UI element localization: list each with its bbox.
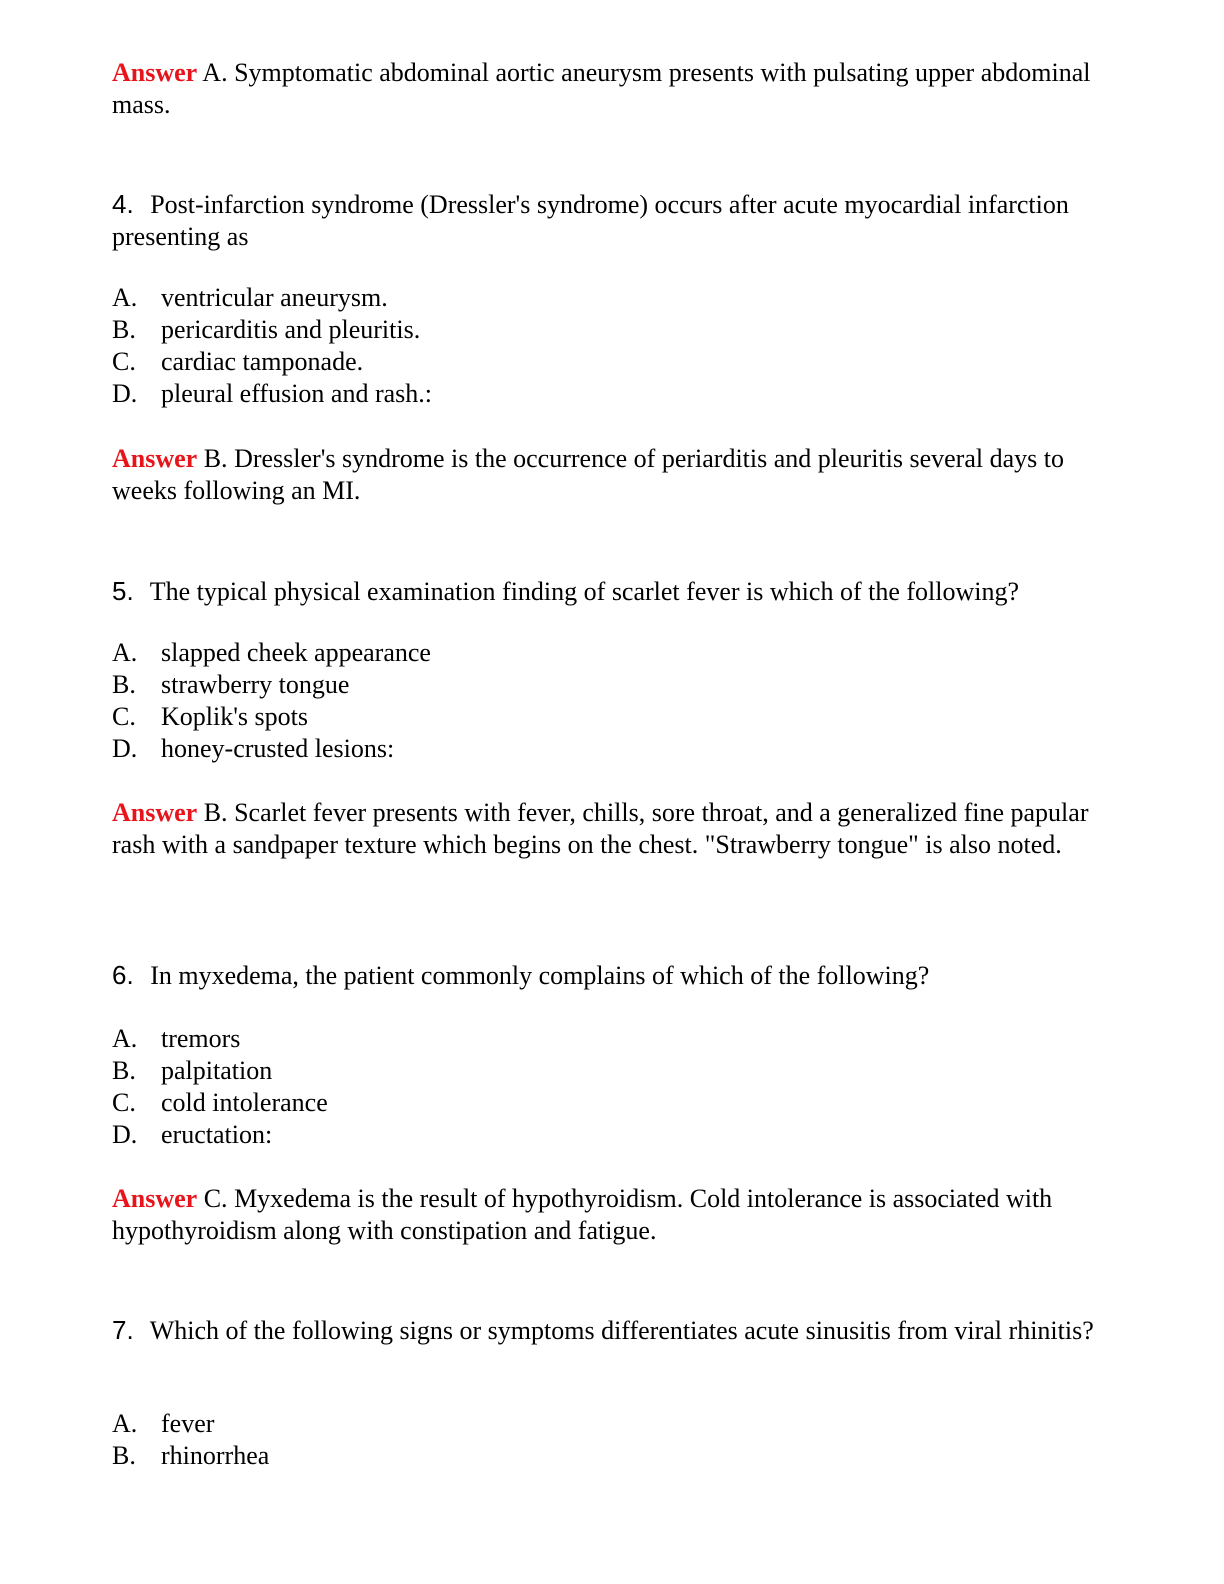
answer-label: Answer	[112, 444, 198, 473]
option-text: pleural effusion and rash.:	[161, 379, 432, 408]
answer-5-letter: B.	[203, 798, 228, 827]
option-letter: B.	[112, 1056, 136, 1085]
option-letter: B.	[112, 315, 136, 344]
question-6-number: 6.	[112, 960, 134, 990]
answer-3-letter: A.	[202, 58, 228, 87]
option-6b	[112, 1055, 1112, 1087]
answer-label: Answer	[112, 1184, 198, 1213]
option-letter: D.	[112, 734, 138, 763]
option-text: eructation:	[161, 1120, 273, 1149]
option-text: pericarditis and pleuritis.	[161, 315, 421, 344]
option-text: ventricular aneurysm.	[161, 283, 388, 312]
option-text: palpitation	[161, 1056, 273, 1085]
option-text: fever	[161, 1409, 215, 1438]
option-letter: C.	[112, 347, 136, 376]
option-7a	[112, 1408, 1112, 1440]
question-5-options	[112, 637, 1112, 765]
answer-label: Answer	[112, 798, 198, 827]
option-letter: C.	[112, 1088, 136, 1117]
option-6d	[112, 1119, 1112, 1151]
option-text: Koplik's spots	[161, 702, 308, 731]
answer-6-explanation: Myxedema is the result of hypothyroidism. Cold intolerance is associated with hypothyroidism along with constipation and fatigue.	[112, 1184, 1053, 1245]
question-6-options	[112, 1023, 1112, 1151]
question-5-number: 5.	[112, 576, 134, 606]
option-5d	[112, 733, 1112, 765]
question-6-text: In myxedema, the patient commonly complains of which of the following?	[150, 961, 930, 990]
option-5a	[112, 637, 1112, 669]
question-4-text: Post-infarction syndrome (Dressler's syndrome) occurs after acute myocardial infarction presenting as	[112, 190, 1069, 251]
question-5-text: The typical physical examination finding of scarlet fever is which of the following?	[149, 577, 1020, 606]
answer-5	[112, 797, 1112, 861]
option-5c	[112, 701, 1112, 733]
question-6	[112, 959, 1112, 992]
option-letter: A.	[112, 283, 138, 312]
option-letter: A.	[112, 1024, 138, 1053]
answer-6-letter: C.	[203, 1184, 228, 1213]
option-4a	[112, 282, 1112, 314]
option-6c	[112, 1087, 1112, 1119]
answer-label: Answer	[112, 58, 198, 87]
option-5b	[112, 669, 1112, 701]
option-text: honey-crusted lesions:	[161, 734, 395, 763]
option-text: tremors	[161, 1024, 241, 1053]
option-letter: B.	[112, 1441, 136, 1470]
option-7b	[112, 1440, 1112, 1472]
answer-3	[112, 57, 1112, 121]
question-7	[112, 1314, 1112, 1347]
question-7-number: 7.	[112, 1315, 134, 1345]
answer-5-explanation: Scarlet fever presents with fever, chills, sore throat, and a generalized fine papular rash with a sandpaper texture which begins on the chest. "Strawberry tongue" is also noted.	[112, 798, 1089, 859]
answer-3-explanation: Symptomatic abdominal aortic aneurysm presents with pulsating upper abdominal mass.	[112, 58, 1091, 119]
answer-4	[112, 443, 1112, 507]
option-text: strawberry tongue	[161, 670, 350, 699]
answer-4-explanation: Dressler's syndrome is the occurrence of periarditis and pleuritis several days to weeks following an MI.	[112, 444, 1064, 505]
option-letter: B.	[112, 670, 136, 699]
option-text: cold intolerance	[161, 1088, 328, 1117]
option-letter: D.	[112, 1120, 138, 1149]
question-7-text: Which of the following signs or symptoms differentiates acute sinusitis from viral rhinitis?	[149, 1316, 1094, 1345]
option-text: slapped cheek appearance	[161, 638, 431, 667]
option-4d	[112, 378, 1112, 410]
question-5	[112, 575, 1112, 608]
option-text: rhinorrhea	[161, 1441, 270, 1470]
option-letter: A.	[112, 638, 138, 667]
answer-6	[112, 1183, 1112, 1247]
question-4-options	[112, 282, 1112, 410]
option-letter: A.	[112, 1409, 138, 1438]
question-7-options	[112, 1408, 1112, 1472]
option-letter: C.	[112, 702, 136, 731]
option-6a	[112, 1023, 1112, 1055]
option-4c	[112, 346, 1112, 378]
option-text: cardiac tamponade.	[161, 347, 364, 376]
option-4b	[112, 314, 1112, 346]
question-4-number: 4.	[112, 189, 134, 219]
question-4	[112, 188, 1112, 253]
answer-4-letter: B.	[203, 444, 228, 473]
option-letter: D.	[112, 379, 138, 408]
